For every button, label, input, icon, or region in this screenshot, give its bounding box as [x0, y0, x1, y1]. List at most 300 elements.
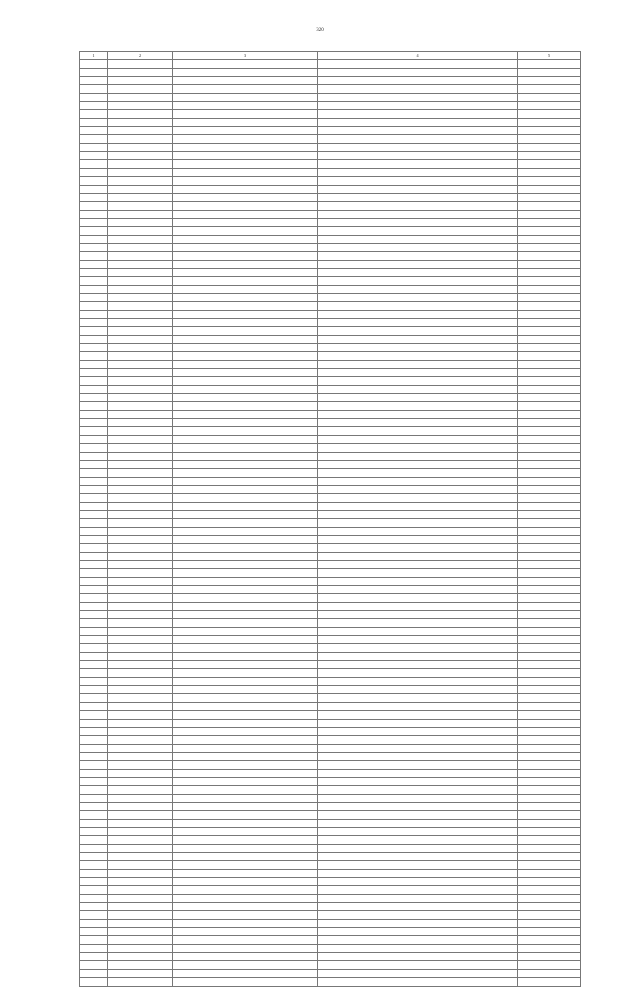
cell-settlement — [108, 302, 173, 310]
cell-settlement — [108, 227, 173, 235]
table-row — [80, 285, 581, 293]
cell-num — [80, 602, 108, 610]
cell-work — [318, 135, 518, 143]
cell-work — [318, 661, 518, 669]
cell-num — [80, 160, 108, 168]
table-row — [80, 711, 581, 719]
cell-period — [518, 611, 581, 619]
table-row — [80, 686, 581, 694]
cell-num — [80, 636, 108, 644]
table-row — [80, 944, 581, 952]
cell-period — [518, 218, 581, 226]
table-row — [80, 969, 581, 977]
cell-address — [173, 853, 318, 861]
table-row — [80, 719, 581, 727]
table-row — [80, 102, 581, 110]
cell-address — [173, 85, 318, 93]
cell-num — [80, 302, 108, 310]
table-row — [80, 844, 581, 852]
table-row — [80, 319, 581, 327]
table-row — [80, 185, 581, 193]
table-row — [80, 310, 581, 318]
table-row — [80, 118, 581, 126]
cell-work — [318, 727, 518, 735]
cell-work — [318, 494, 518, 502]
table-row — [80, 761, 581, 769]
cell-address — [173, 978, 318, 986]
table-row — [80, 602, 581, 610]
cell-num — [80, 644, 108, 652]
cell-num — [80, 152, 108, 160]
cell-period — [518, 769, 581, 777]
cell-num — [80, 560, 108, 568]
table-row — [80, 611, 581, 619]
cell-work — [318, 777, 518, 785]
cell-period — [518, 819, 581, 827]
cell-address — [173, 419, 318, 427]
cell-period — [518, 719, 581, 727]
cell-period — [518, 444, 581, 452]
cell-settlement — [108, 477, 173, 485]
table-row — [80, 143, 581, 151]
cell-settlement — [108, 85, 173, 93]
cell-period — [518, 302, 581, 310]
cell-period — [518, 127, 581, 135]
cell-settlement — [108, 777, 173, 785]
cell-work — [318, 736, 518, 744]
cell-settlement — [108, 627, 173, 635]
cell-period — [518, 285, 581, 293]
cell-settlement — [108, 410, 173, 418]
cell-period — [518, 260, 581, 268]
cell-address — [173, 827, 318, 835]
table-row — [80, 727, 581, 735]
table-row — [80, 477, 581, 485]
cell-address — [173, 861, 318, 869]
cell-work — [318, 602, 518, 610]
table-row — [80, 485, 581, 493]
cell-period — [518, 861, 581, 869]
cell-settlement — [108, 143, 173, 151]
cell-settlement — [108, 352, 173, 360]
cell-settlement — [108, 961, 173, 969]
table-row — [80, 894, 581, 902]
cell-work — [318, 961, 518, 969]
cell-num — [80, 761, 108, 769]
cell-work — [318, 235, 518, 243]
cell-settlement — [108, 911, 173, 919]
cell-period — [518, 210, 581, 218]
cell-num — [80, 694, 108, 702]
cell-address — [173, 327, 318, 335]
table-row — [80, 394, 581, 402]
cell-settlement — [108, 218, 173, 226]
cell-address — [173, 644, 318, 652]
cell-work — [318, 853, 518, 861]
cell-num — [80, 811, 108, 819]
cell-settlement — [108, 686, 173, 694]
cell-address — [173, 627, 318, 635]
table-row — [80, 527, 581, 535]
cell-settlement — [108, 811, 173, 819]
cell-num — [80, 611, 108, 619]
cell-work — [318, 560, 518, 568]
table-row — [80, 786, 581, 794]
cell-work — [318, 594, 518, 602]
table-row — [80, 836, 581, 844]
cell-work — [318, 711, 518, 719]
cell-settlement — [108, 577, 173, 585]
cell-settlement — [108, 702, 173, 710]
cell-num — [80, 127, 108, 135]
cell-period — [518, 402, 581, 410]
cell-period — [518, 319, 581, 327]
cell-work — [318, 268, 518, 276]
cell-num — [80, 869, 108, 877]
cell-period — [518, 836, 581, 844]
cell-period — [518, 586, 581, 594]
cell-period — [518, 377, 581, 385]
cell-settlement — [108, 752, 173, 760]
cell-work — [318, 277, 518, 285]
cell-period — [518, 736, 581, 744]
cell-settlement — [108, 485, 173, 493]
cell-work — [318, 502, 518, 510]
cell-address — [173, 636, 318, 644]
table-row — [80, 636, 581, 644]
cell-period — [518, 577, 581, 585]
cell-work — [318, 344, 518, 352]
cell-work — [318, 102, 518, 110]
cell-address — [173, 344, 318, 352]
table-row — [80, 377, 581, 385]
cell-period — [518, 160, 581, 168]
table-row — [80, 702, 581, 710]
cell-period — [518, 60, 581, 68]
cell-address — [173, 886, 318, 894]
cell-address — [173, 477, 318, 485]
cell-settlement — [108, 435, 173, 443]
cell-settlement — [108, 619, 173, 627]
cell-address — [173, 135, 318, 143]
table-row — [80, 419, 581, 427]
cell-work — [318, 719, 518, 727]
cell-work — [318, 243, 518, 251]
cell-work — [318, 644, 518, 652]
table-row — [80, 268, 581, 276]
cell-address — [173, 611, 318, 619]
cell-address — [173, 694, 318, 702]
cell-num — [80, 594, 108, 602]
cell-num — [80, 794, 108, 802]
cell-num — [80, 485, 108, 493]
cell-period — [518, 669, 581, 677]
table-row — [80, 385, 581, 393]
cell-num — [80, 377, 108, 385]
table-row — [80, 335, 581, 343]
cell-num — [80, 919, 108, 927]
cell-period — [518, 85, 581, 93]
cell-num — [80, 961, 108, 969]
cell-settlement — [108, 869, 173, 877]
cell-period — [518, 544, 581, 552]
cell-address — [173, 794, 318, 802]
cell-settlement — [108, 569, 173, 577]
cell-work — [318, 686, 518, 694]
cell-address — [173, 277, 318, 285]
table-row — [80, 277, 581, 285]
cell-num — [80, 435, 108, 443]
table-row — [80, 177, 581, 185]
cell-work — [318, 369, 518, 377]
cell-period — [518, 385, 581, 393]
cell-work — [318, 193, 518, 201]
cell-work — [318, 819, 518, 827]
cell-settlement — [108, 611, 173, 619]
cell-work — [318, 385, 518, 393]
cell-address — [173, 352, 318, 360]
cell-address — [173, 469, 318, 477]
table-row — [80, 360, 581, 368]
cell-work — [318, 936, 518, 944]
cell-work — [318, 694, 518, 702]
cell-work — [318, 569, 518, 577]
cell-num — [80, 293, 108, 301]
cell-settlement — [108, 135, 173, 143]
table-row — [80, 594, 581, 602]
cell-settlement — [108, 602, 173, 610]
cell-work — [318, 786, 518, 794]
cell-period — [518, 744, 581, 752]
cell-settlement — [108, 819, 173, 827]
cell-work — [318, 669, 518, 677]
cell-work — [318, 327, 518, 335]
cell-period — [518, 627, 581, 635]
cell-period — [518, 811, 581, 819]
cell-address — [173, 669, 318, 677]
table-row — [80, 560, 581, 568]
cell-settlement — [108, 510, 173, 518]
cell-num — [80, 861, 108, 869]
cell-address — [173, 285, 318, 293]
cell-work — [318, 619, 518, 627]
cell-work — [318, 886, 518, 894]
cell-num — [80, 235, 108, 243]
cell-period — [518, 68, 581, 76]
cell-work — [318, 861, 518, 869]
cell-num — [80, 410, 108, 418]
table-row — [80, 435, 581, 443]
cell-settlement — [108, 969, 173, 977]
cell-address — [173, 552, 318, 560]
cell-period — [518, 936, 581, 944]
cell-address — [173, 452, 318, 460]
table-row — [80, 85, 581, 93]
table-row — [80, 243, 581, 251]
cell-address — [173, 210, 318, 218]
cell-address — [173, 802, 318, 810]
cell-num — [80, 494, 108, 502]
cell-work — [318, 953, 518, 961]
cell-work — [318, 143, 518, 151]
cell-num — [80, 586, 108, 594]
cell-address — [173, 494, 318, 502]
table-row — [80, 469, 581, 477]
cell-work — [318, 202, 518, 210]
cell-settlement — [108, 552, 173, 560]
cell-work — [318, 110, 518, 118]
cell-period — [518, 202, 581, 210]
cell-num — [80, 327, 108, 335]
cell-num — [80, 452, 108, 460]
cell-period — [518, 243, 581, 251]
cell-work — [318, 360, 518, 368]
cell-work — [318, 394, 518, 402]
table-row — [80, 903, 581, 911]
cell-work — [318, 911, 518, 919]
cell-work — [318, 469, 518, 477]
cell-address — [173, 68, 318, 76]
cell-address — [173, 569, 318, 577]
cell-address — [173, 586, 318, 594]
cell-work — [318, 761, 518, 769]
cell-work — [318, 285, 518, 293]
cell-period — [518, 594, 581, 602]
cell-num — [80, 285, 108, 293]
table-row — [80, 961, 581, 969]
cell-period — [518, 953, 581, 961]
cell-settlement — [108, 903, 173, 911]
cell-num — [80, 836, 108, 844]
table-row — [80, 68, 581, 76]
cell-period — [518, 569, 581, 577]
cell-work — [318, 527, 518, 535]
table-row — [80, 669, 581, 677]
cell-work — [318, 827, 518, 835]
cell-settlement — [108, 677, 173, 685]
cell-settlement — [108, 711, 173, 719]
cell-num — [80, 360, 108, 368]
cell-work — [318, 794, 518, 802]
cell-period — [518, 494, 581, 502]
cell-address — [173, 894, 318, 902]
cell-address — [173, 711, 318, 719]
cell-num — [80, 911, 108, 919]
cell-settlement — [108, 235, 173, 243]
cell-address — [173, 769, 318, 777]
cell-period — [518, 485, 581, 493]
cell-period — [518, 711, 581, 719]
cell-address — [173, 243, 318, 251]
cell-settlement — [108, 285, 173, 293]
cell-work — [318, 577, 518, 585]
table-row — [80, 77, 581, 85]
cell-address — [173, 152, 318, 160]
page-number: 320 — [316, 28, 324, 33]
cell-settlement — [108, 293, 173, 301]
table-row — [80, 152, 581, 160]
cell-num — [80, 777, 108, 785]
cell-num — [80, 969, 108, 977]
cell-num — [80, 227, 108, 235]
cell-work — [318, 127, 518, 135]
cell-address — [173, 961, 318, 969]
cell-period — [518, 869, 581, 877]
cell-work — [318, 85, 518, 93]
cell-period — [518, 369, 581, 377]
cell-num — [80, 519, 108, 527]
cell-num — [80, 744, 108, 752]
cell-work — [318, 519, 518, 527]
table-header-row — [80, 52, 581, 60]
cell-num — [80, 385, 108, 393]
cell-work — [318, 435, 518, 443]
cell-settlement — [108, 494, 173, 502]
cell-work — [318, 218, 518, 226]
cell-work — [318, 928, 518, 936]
cell-settlement — [108, 210, 173, 218]
table-row — [80, 677, 581, 685]
cell-address — [173, 143, 318, 151]
table-row — [80, 293, 581, 301]
table-row — [80, 260, 581, 268]
table-row — [80, 853, 581, 861]
table-row — [80, 452, 581, 460]
work-schedule-table — [79, 51, 581, 987]
cell-period — [518, 702, 581, 710]
cell-address — [173, 944, 318, 952]
cell-work — [318, 185, 518, 193]
cell-address — [173, 544, 318, 552]
cell-num — [80, 944, 108, 952]
cell-settlement — [108, 319, 173, 327]
cell-settlement — [108, 360, 173, 368]
table-row — [80, 369, 581, 377]
cell-num — [80, 335, 108, 343]
cell-num — [80, 569, 108, 577]
cell-num — [80, 953, 108, 961]
cell-num — [80, 177, 108, 185]
cell-settlement — [108, 110, 173, 118]
table-row — [80, 586, 581, 594]
cell-num — [80, 93, 108, 101]
table-row — [80, 811, 581, 819]
cell-address — [173, 385, 318, 393]
cell-address — [173, 719, 318, 727]
cell-num — [80, 502, 108, 510]
cell-period — [518, 903, 581, 911]
cell-period — [518, 152, 581, 160]
cell-address — [173, 602, 318, 610]
cell-address — [173, 736, 318, 744]
cell-address — [173, 410, 318, 418]
table-row — [80, 827, 581, 835]
cell-address — [173, 969, 318, 977]
cell-settlement — [108, 878, 173, 886]
cell-work — [318, 769, 518, 777]
cell-period — [518, 102, 581, 110]
cell-work — [318, 68, 518, 76]
cell-address — [173, 577, 318, 585]
cell-num — [80, 894, 108, 902]
cell-settlement — [108, 427, 173, 435]
cell-address — [173, 502, 318, 510]
cell-address — [173, 485, 318, 493]
cell-num — [80, 577, 108, 585]
cell-num — [80, 102, 108, 110]
cell-period — [518, 143, 581, 151]
cell-work — [318, 969, 518, 977]
